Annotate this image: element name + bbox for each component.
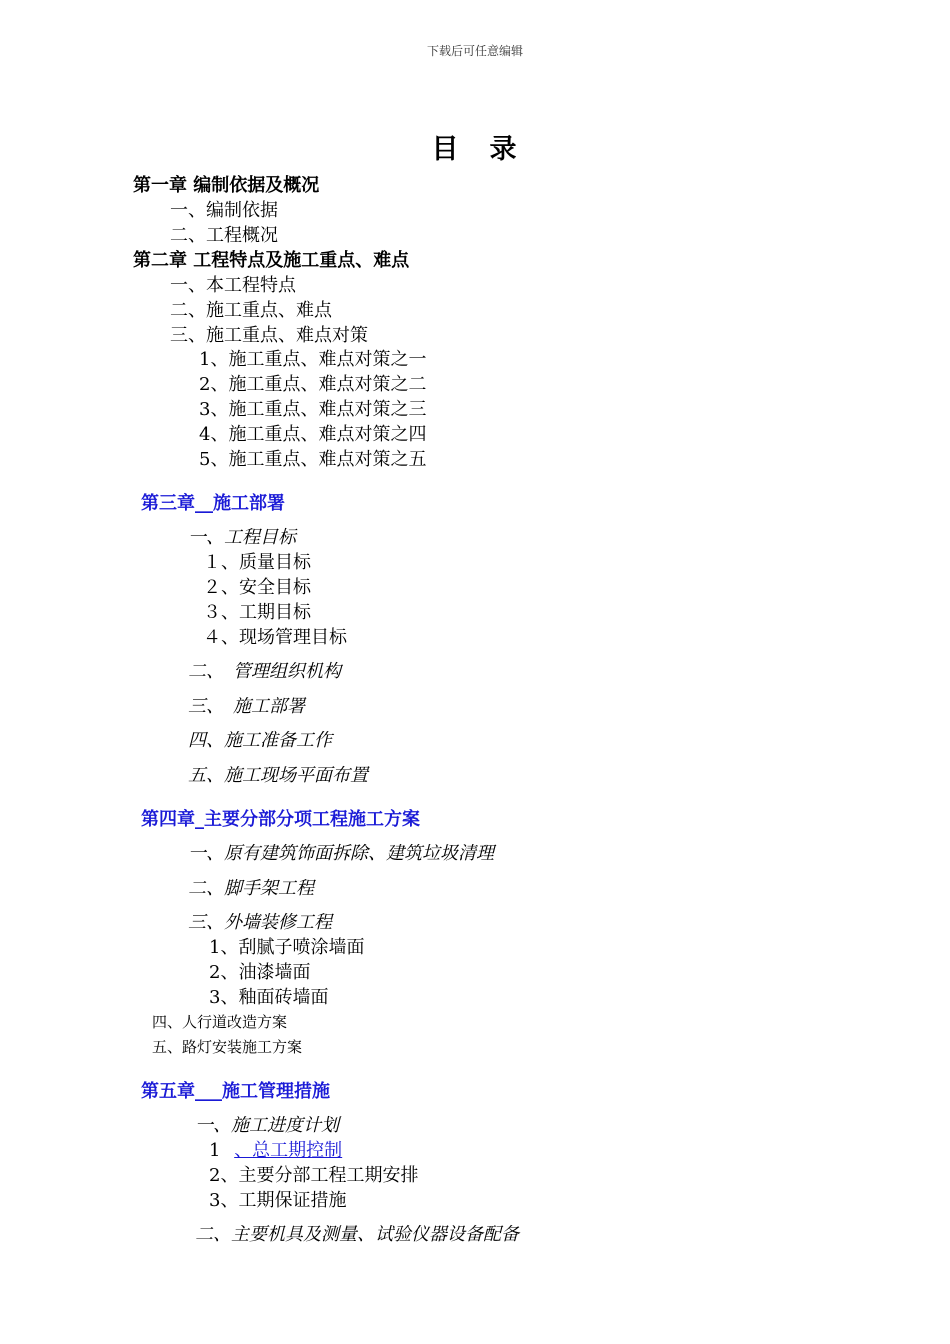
toc-subentry[interactable]: 3、釉面砖墙面	[209, 987, 329, 1008]
toc-entry[interactable]: 二、施工重点、难点	[170, 300, 332, 321]
total-duration-control-link[interactable]: 、总工期控制	[234, 1140, 343, 1161]
toc-subentry[interactable]: 1、施工重点、难点对策之一	[199, 349, 427, 370]
toc-entry[interactable]: 二、脚手架工程	[188, 878, 314, 899]
toc-subentry-number: 1	[209, 1140, 221, 1161]
toc-subentry-linked[interactable]	[209, 1142, 342, 1160]
chapter-2-title[interactable]: 第二章 工程特点及施工重点、难点	[133, 250, 410, 271]
toc-subentry[interactable]: 2、主要分部工程工期安排	[209, 1165, 419, 1186]
toc-subentry[interactable]: 3、施工重点、难点对策之三	[199, 399, 427, 420]
page-header-note: 下载后可任意编辑	[426, 44, 523, 58]
toc-entry[interactable]: 三、 施工部署	[188, 696, 305, 717]
toc-entry[interactable]: 三、施工重点、难点对策	[170, 325, 368, 346]
toc-entry[interactable]: 一、工程目标	[188, 527, 296, 548]
toc-entry[interactable]: 一、施工进度计划	[195, 1115, 339, 1136]
chapter-5-title[interactable]: 第五章___施工管理措施	[141, 1081, 330, 1102]
chapter-4-title[interactable]: 第四章_主要分部分项工程施工方案	[141, 809, 420, 830]
toc-subentry[interactable]: 2、油漆墙面	[209, 962, 311, 983]
toc-entry[interactable]: 五、路灯安装施工方案	[152, 1038, 303, 1056]
toc-subentry[interactable]: 4、施工重点、难点对策之四	[199, 424, 427, 445]
toc-entry[interactable]: 二、工程概况	[170, 225, 278, 246]
toc-entry[interactable]: 二、主要机具及测量、试验仪器设备配备	[195, 1224, 519, 1245]
toc-subentry[interactable]: ２、安全目标	[203, 577, 311, 598]
toc-subentry[interactable]: １、质量目标	[203, 552, 311, 573]
toc-entry[interactable]: 二、 管理组织机构	[188, 661, 341, 682]
toc-title: 目 录	[431, 134, 519, 165]
toc-entry[interactable]: 一、本工程特点	[170, 275, 296, 296]
toc-entry[interactable]: 五、施工现场平面布置	[188, 765, 368, 786]
toc-subentry[interactable]: 1、刮腻子喷涂墙面	[209, 937, 365, 958]
toc-subentry[interactable]: ４、现场管理目标	[203, 627, 347, 648]
toc-entry[interactable]: 三、外墙装修工程	[188, 912, 332, 933]
toc-subentry[interactable]: 5、施工重点、难点对策之五	[199, 449, 427, 470]
toc-subentry[interactable]: ３、工期目标	[203, 602, 311, 623]
chapter-1-title[interactable]: 第一章 编制依据及概况	[133, 175, 320, 196]
toc-entry[interactable]: 四、人行道改造方案	[152, 1013, 288, 1031]
toc-entry[interactable]: 一、原有建筑饰面拆除、建筑垃圾清理	[188, 843, 494, 864]
chapter-3-title[interactable]: 第三章__施工部署	[141, 493, 285, 514]
toc-subentry[interactable]: 2、施工重点、难点对策之二	[199, 374, 427, 395]
toc-subentry[interactable]: 3、工期保证措施	[209, 1190, 347, 1211]
toc-entry[interactable]: 四、施工准备工作	[188, 730, 332, 751]
toc-entry[interactable]: 一、编制依据	[170, 200, 278, 221]
